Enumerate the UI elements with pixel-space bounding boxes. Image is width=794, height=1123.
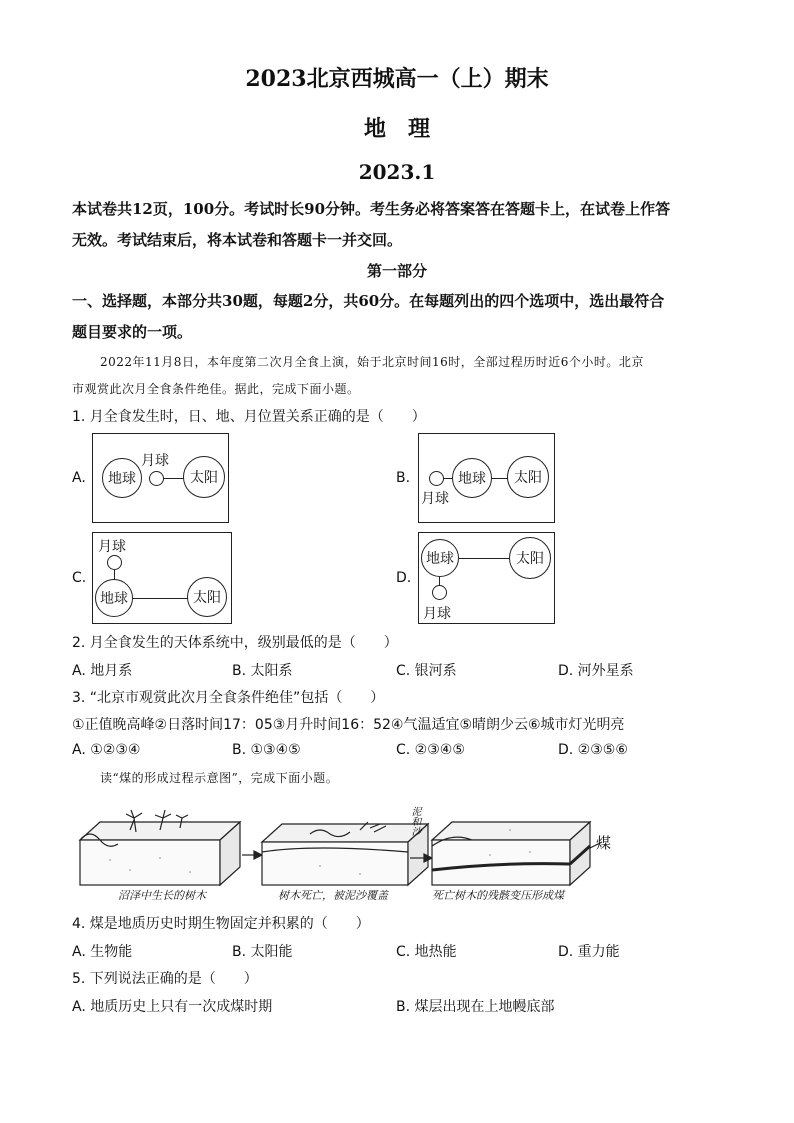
passage-1-line-1: 2022年11月8日，本年度第二次月全食上演，始于北京时间16时，全部过程历时近6个小时。北京 — [100, 355, 644, 369]
instructions-line-2: 无效。考试结束后，将本试卷和答题卡一并交回。 — [72, 231, 403, 249]
q3-option-a: A. ①②③④ — [72, 742, 141, 758]
subject-title: 地 理 — [363, 116, 430, 142]
coal-label: 煤 — [596, 834, 612, 852]
moon-circle — [429, 471, 444, 486]
question-4-stem: 4. 煤是地质历史时期生物固定并积累的（ ） — [72, 916, 370, 932]
moon-circle — [107, 555, 122, 570]
q4-option-c: C. 地热能 — [396, 944, 457, 960]
q3-option-b: B. ①③④⑤ — [232, 742, 301, 758]
q1-option-c-diagram: 月球 地球 太阳 — [92, 532, 232, 624]
section-line-2: 题目要求的一项。 — [72, 323, 193, 341]
sun-circle: 太阳 — [183, 456, 225, 498]
sun-circle: 太阳 — [187, 577, 227, 617]
q4-option-b: B. 太阳能 — [232, 944, 293, 960]
q2-option-b: B. 太阳系 — [232, 663, 293, 679]
q1-option-b-diagram: 月球 地球 太阳 — [418, 433, 555, 523]
q5-option-b: B. 煤层出现在上地幔底部 — [396, 999, 555, 1015]
q1-option-a-label: A. — [72, 470, 86, 486]
question-3-conditions: ①正值晚高峰②日落时间17：05③月升时间16：52④气温适宜⑤晴朗少云⑥城市灯光明亮 — [72, 717, 625, 733]
exam-date: 2023.1 — [358, 160, 436, 184]
passage-1-line-2: 市观赏此次月全食条件绝佳。据此，完成下面小题。 — [72, 382, 360, 396]
exam-title: 2023北京西城高一（上）期末 — [245, 66, 549, 92]
moon-circle — [149, 471, 164, 486]
question-5-stem: 5. 下列说法正确的是（ ） — [72, 971, 258, 987]
sun-circle: 太阳 — [509, 537, 551, 579]
q1-option-d-diagram: 地球 太阳 月球 — [418, 532, 555, 624]
earth-circle: 地球 — [452, 458, 492, 498]
earth-circle: 地球 — [95, 579, 133, 617]
q2-option-a: A. 地月系 — [72, 663, 133, 679]
coal-caption-1: 沼泽中生长的树木 — [118, 889, 206, 902]
q2-option-d: D. 河外星系 — [558, 663, 634, 679]
earth-circle: 地球 — [102, 458, 142, 498]
q4-option-d: D. 重力能 — [558, 944, 620, 960]
q1-option-a-diagram: 地球 月球 太阳 — [92, 433, 229, 523]
section-line-1: 一、选择题，本部分共30题，每题2分，共60分。在每题列出的四个选项中，选出最符合 — [72, 292, 665, 310]
q1-option-c-label: C. — [72, 570, 87, 586]
q2-option-c: C. 银河系 — [396, 663, 457, 679]
moon-circle — [432, 585, 447, 600]
coal-caption-3: 死亡树木的残骸变压形成煤 — [432, 889, 564, 902]
q5-option-a: A. 地质历史上只有一次成煤时期 — [72, 999, 273, 1015]
q4-option-a: A. 生物能 — [72, 944, 133, 960]
question-3-stem: 3. “北京市观赏此次月全食条件绝佳”包括（ ） — [72, 690, 385, 706]
question-1-stem: 1. 月全食发生时，日、地、月位置关系正确的是（ ） — [72, 409, 426, 425]
sediment-label: 泥和沙 — [409, 806, 420, 836]
instructions-line-1: 本试卷共12页，100分。考试时长90分钟。考生务必将答案答在答题卡上，在试卷上作答 — [72, 200, 671, 218]
question-2-stem: 2. 月全食发生的天体系统中，级别最低的是（ ） — [72, 635, 398, 651]
part-heading: 第一部分 — [366, 262, 427, 280]
q3-option-d: D. ②③⑤⑥ — [558, 742, 628, 758]
coal-caption-2: 树木死亡，被泥沙覆盖 — [278, 889, 388, 902]
q1-option-d-label: D. — [396, 570, 412, 586]
q3-option-c: C. ②③④⑤ — [396, 742, 465, 758]
passage-2-line: 读“煤的形成过程示意图”，完成下面小题。 — [100, 771, 339, 785]
earth-circle: 地球 — [421, 539, 459, 577]
q1-option-b-label: B. — [396, 470, 411, 486]
sun-circle: 太阳 — [507, 456, 549, 498]
